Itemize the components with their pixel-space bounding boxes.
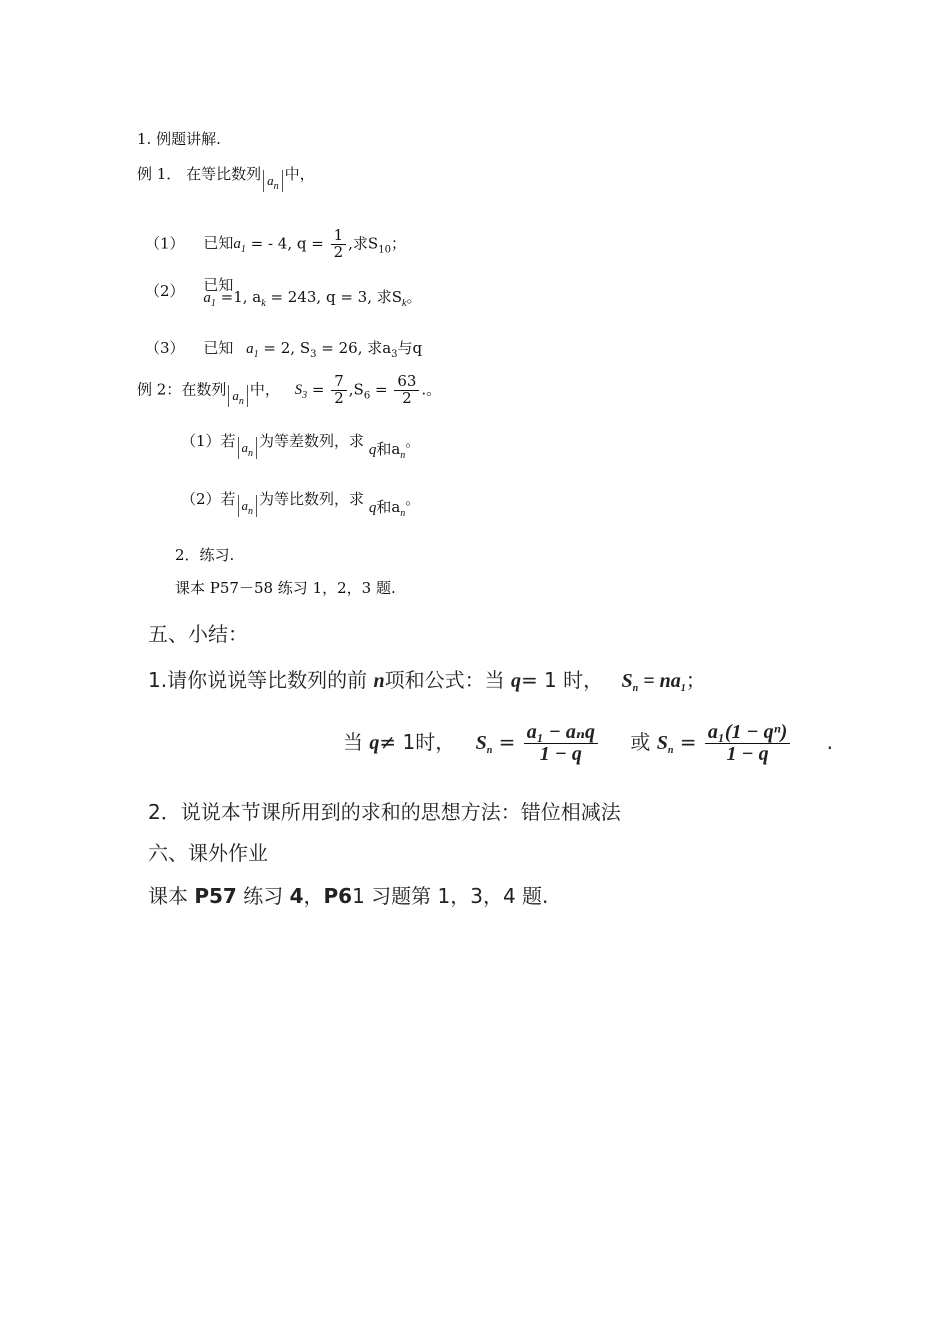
summary-dot: . xyxy=(826,730,833,754)
example-1-part-2 xyxy=(145,276,452,309)
sub-n: n xyxy=(400,508,406,519)
part-end: 。 xyxy=(405,432,421,450)
part-number: （1）若 xyxy=(181,432,236,450)
summary-end: ； xyxy=(685,668,706,692)
summary-or: 或 xyxy=(630,730,651,754)
example-2-intro: 例 2：在数列 $a_n$中， $S_3$ = $\frac{7}{2}$ $,S_6$ = $\frac{63}{2}$ .。 xyxy=(137,372,442,408)
fraction-63-halves xyxy=(394,374,419,407)
summary-text-2: ≠ 1时， xyxy=(379,730,456,754)
example-suffix: 中， xyxy=(249,380,280,399)
part-condition: =1, a xyxy=(220,288,262,306)
example-text: 在等比数列 xyxy=(186,165,262,183)
hw-text-3: ， xyxy=(303,884,324,908)
example-1-part-1 xyxy=(145,228,406,261)
homework-line xyxy=(148,880,548,909)
sub-3-b: 3 xyxy=(391,349,398,360)
sub-1: 1 xyxy=(680,683,686,694)
sequence-an: $a_n$ xyxy=(238,495,258,517)
section-heading-practice xyxy=(175,544,234,565)
part-number: （2）若 xyxy=(181,490,236,508)
frac-num: a₁ − aₙq xyxy=(524,722,598,744)
sub-k: k xyxy=(261,298,266,309)
var-a1: $a_1$ xyxy=(233,236,246,256)
frac-den: 1 − q xyxy=(726,743,769,765)
hw-text-4: 1 习题第 1，3，4 题. xyxy=(352,884,549,908)
part-condition-2: = 26, 求a xyxy=(321,339,392,357)
frac-num: 1 xyxy=(331,228,347,245)
summary-heading: 五、小结： xyxy=(148,622,248,646)
summary-line-2: 当 q≠ 1时， $S_n$ = $\frac{\text{a₁ − aₙq}}{1 - q}$ 或 $S_n$ = $\frac{\text{a₁(1 − qⁿ)}}{1 - q}$ . xyxy=(343,721,833,765)
summary-line-1 xyxy=(148,664,706,694)
var-q: q xyxy=(368,500,377,516)
part-condition: = 2, S xyxy=(263,339,311,357)
hw-page-2: P6 xyxy=(323,884,353,908)
example-suffix: 中， xyxy=(284,165,315,183)
sequence-an: $a_n$ xyxy=(238,437,258,459)
part-end: ； xyxy=(390,234,406,253)
example-1-intro xyxy=(137,163,315,192)
part-text: 为等差数列，求 xyxy=(259,432,365,450)
var-a1: $a_1$ xyxy=(246,341,259,360)
example-2-part-1 xyxy=(181,430,420,459)
fraction-seven-halves xyxy=(331,374,347,407)
example-1-part-3 xyxy=(145,337,422,360)
practice-line: 课本 P57－58 练习 1，2，3 题. xyxy=(175,579,396,597)
hw-page: P57 xyxy=(194,884,237,908)
example-mid: ,S xyxy=(348,380,364,399)
part-number: （3） xyxy=(145,339,185,357)
section-heading-examples xyxy=(137,128,221,149)
part-and: 和a xyxy=(376,498,401,516)
fraction-one-half xyxy=(331,228,347,261)
sum-formula-2 xyxy=(705,722,790,765)
section-title: 例题讲解. xyxy=(156,130,221,148)
part-condition-2: = 243, q = 3, 求S xyxy=(270,288,403,306)
var-n: n xyxy=(373,670,385,692)
example-label: 例 2： xyxy=(137,380,182,399)
frac-den: 1 − q xyxy=(539,743,582,765)
part-number: （2） xyxy=(145,282,185,300)
sum-formula-1 xyxy=(524,722,598,765)
sub-3: 3 xyxy=(310,349,317,360)
part-text: 为等比数列，求 xyxy=(259,490,365,508)
frac-num: 7 xyxy=(331,374,347,391)
part-number: （1） xyxy=(145,234,185,253)
var-sn: $S_n$ xyxy=(621,670,639,694)
summary-text: 1.请你说说等比数列的前 xyxy=(148,668,368,692)
part-known: 已知 xyxy=(203,339,234,357)
example-text: 在数列 xyxy=(181,380,227,399)
hw-text-2: 练习 xyxy=(236,884,290,908)
frac-num: 63 xyxy=(394,374,419,391)
var-s3: $S_3$ xyxy=(294,382,308,402)
var-q: q xyxy=(510,670,521,692)
var-sn: $S_n$ xyxy=(475,732,493,756)
summary-line-3: 2．说说本节课所用到的求和的思想方法：错位相减法 xyxy=(148,800,621,824)
sequence-an: $a_n$ xyxy=(228,385,248,407)
frac-den: 2 xyxy=(402,388,412,407)
part-and: 和a xyxy=(376,440,401,458)
frac-num: a₁(1 − qⁿ) xyxy=(705,722,790,744)
hw-num: 4 xyxy=(289,884,304,908)
part-known: 已知 xyxy=(203,234,234,253)
homework-heading: 六、课外作业 xyxy=(148,841,268,865)
part-mid: 与q xyxy=(397,339,423,357)
var-sn-2: $S_n$ xyxy=(656,732,674,756)
frac-den: 2 xyxy=(333,242,344,261)
example-2-part-2 xyxy=(181,488,420,517)
summary-text-3: = 1 时， xyxy=(520,668,604,692)
part-known: 已知 xyxy=(203,276,234,294)
summary-text-2: 项和公式：当 xyxy=(384,668,505,692)
section-number: 2． xyxy=(175,546,200,564)
sub-k-2: k xyxy=(402,298,407,309)
sub-6: 6 xyxy=(363,390,371,402)
example-end: .。 xyxy=(421,380,442,399)
part-condition: = - 4, q = xyxy=(250,234,324,253)
hw-text: 课本 xyxy=(148,884,195,908)
part-end: 。 xyxy=(406,288,422,306)
part-ask: ,求S xyxy=(348,234,379,253)
part-ask-sub: 10 xyxy=(378,244,391,256)
sequence-an: $a_n$ xyxy=(263,170,283,192)
summary-eq: = na xyxy=(638,670,681,692)
example-label: 例 1． xyxy=(137,165,182,183)
section-title: 练习. xyxy=(199,546,235,564)
frac-den: 2 xyxy=(334,388,344,407)
var-q: q xyxy=(369,732,380,754)
var-a1: $a_1$ xyxy=(203,290,216,309)
section-number: 1. xyxy=(137,130,152,148)
sub-n: n xyxy=(400,450,406,461)
part-end: 。 xyxy=(405,490,421,508)
summary-text: 当 xyxy=(343,730,363,754)
var-q: q xyxy=(368,442,377,458)
